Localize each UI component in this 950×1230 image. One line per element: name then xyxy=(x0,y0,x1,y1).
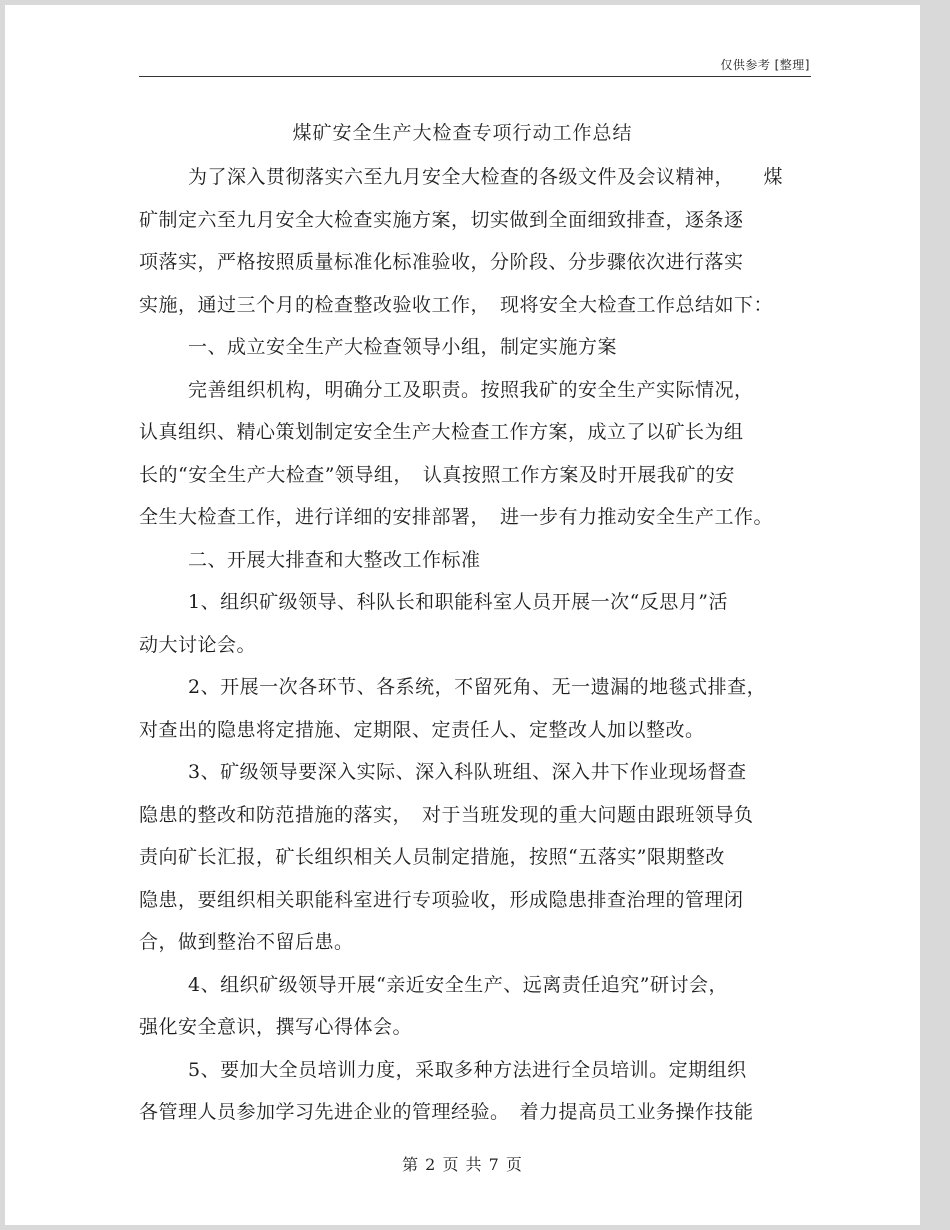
section-heading: 一、成立安全生产大检查领导小组，制定实施方案 xyxy=(188,336,618,358)
body-line: 完善组织机构，明确分工及职责。按照我矿的安全生产实际情况， xyxy=(188,379,754,401)
body-line: 隐患的整改和防范措施的落实， 对于当班发现的重大问题由跟班领导负 xyxy=(139,804,754,826)
body-line: 责向矿长汇报，矿长组织相关人员制定措施，按照“五落实”限期整改 xyxy=(139,846,725,868)
body-line: 强化安全意识，撰写心得体会。 xyxy=(139,1016,413,1038)
body-line: 动大讨论会。 xyxy=(139,634,257,656)
body-line: 2、开展一次各环节、各系统，不留死角、无一遗漏的地毯式排查， xyxy=(188,676,767,698)
body-line: 实施，通过三个月的检查整改验收工作， 现将安全大检查工作总结如下： xyxy=(139,294,774,316)
body-line: 1、组织矿级领导、科队长和职能科室人员开展一次“反思月”活 xyxy=(188,591,729,613)
page-number: 第 2 页 共 7 页 xyxy=(402,1155,523,1174)
body-line: 长的“安全生产大检查”领导组， 认真按照工作方案及时开展我矿的安 xyxy=(139,464,735,486)
body-line: 全生大检查工作，进行详细的安排部署， 进一步有力推动安全生产工作。 xyxy=(139,506,774,528)
body-line: 认真组织、精心策划制定安全生产大检查工作方案，成立了以矿长为组 xyxy=(139,421,744,443)
document-page xyxy=(5,5,920,1225)
body-line: 4、组织矿级领导开展“亲近安全生产、远离责任追究”研讨会， xyxy=(188,974,729,996)
body-line: 5、要加大全员培训力度，采取多种方法进行全员培训。定期组织 xyxy=(188,1059,747,1081)
body-line: 为了深入贯彻落实六至九月安全大检查的各级文件及会议精神， 煤 xyxy=(188,166,784,188)
body-line: 项落实，严格按照质量标准化标准验收，分阶段、分步骤依次进行落实 xyxy=(139,251,744,273)
document-title: 煤矿安全生产大检查专项行动工作总结 xyxy=(292,122,633,144)
body-line: 隐患，要组织相关职能科室进行专项验收，形成隐患排查治理的管理闭 xyxy=(139,889,744,911)
header-note: 仅供参考 [整理] xyxy=(720,58,810,72)
body-line: 矿制定六至九月安全大检查实施方案，切实做到全面细致排查，逐条逐 xyxy=(139,209,744,231)
body-line: 对查出的隐患将定措施、定期限、定责任人、定整改人加以整改。 xyxy=(139,719,705,741)
section-heading: 二、开展大排查和大整改工作标准 xyxy=(188,549,481,571)
body-line: 合，做到整治不留后患。 xyxy=(139,931,354,953)
body-line: 3、矿级领导要深入实际、深入科队班组、深入井下作业现场督查 xyxy=(188,761,747,783)
header-divider xyxy=(139,76,811,77)
body-line: 各管理人员参加学习先进企业的管理经验。 着力提高员工业务操作技能 xyxy=(139,1101,754,1123)
